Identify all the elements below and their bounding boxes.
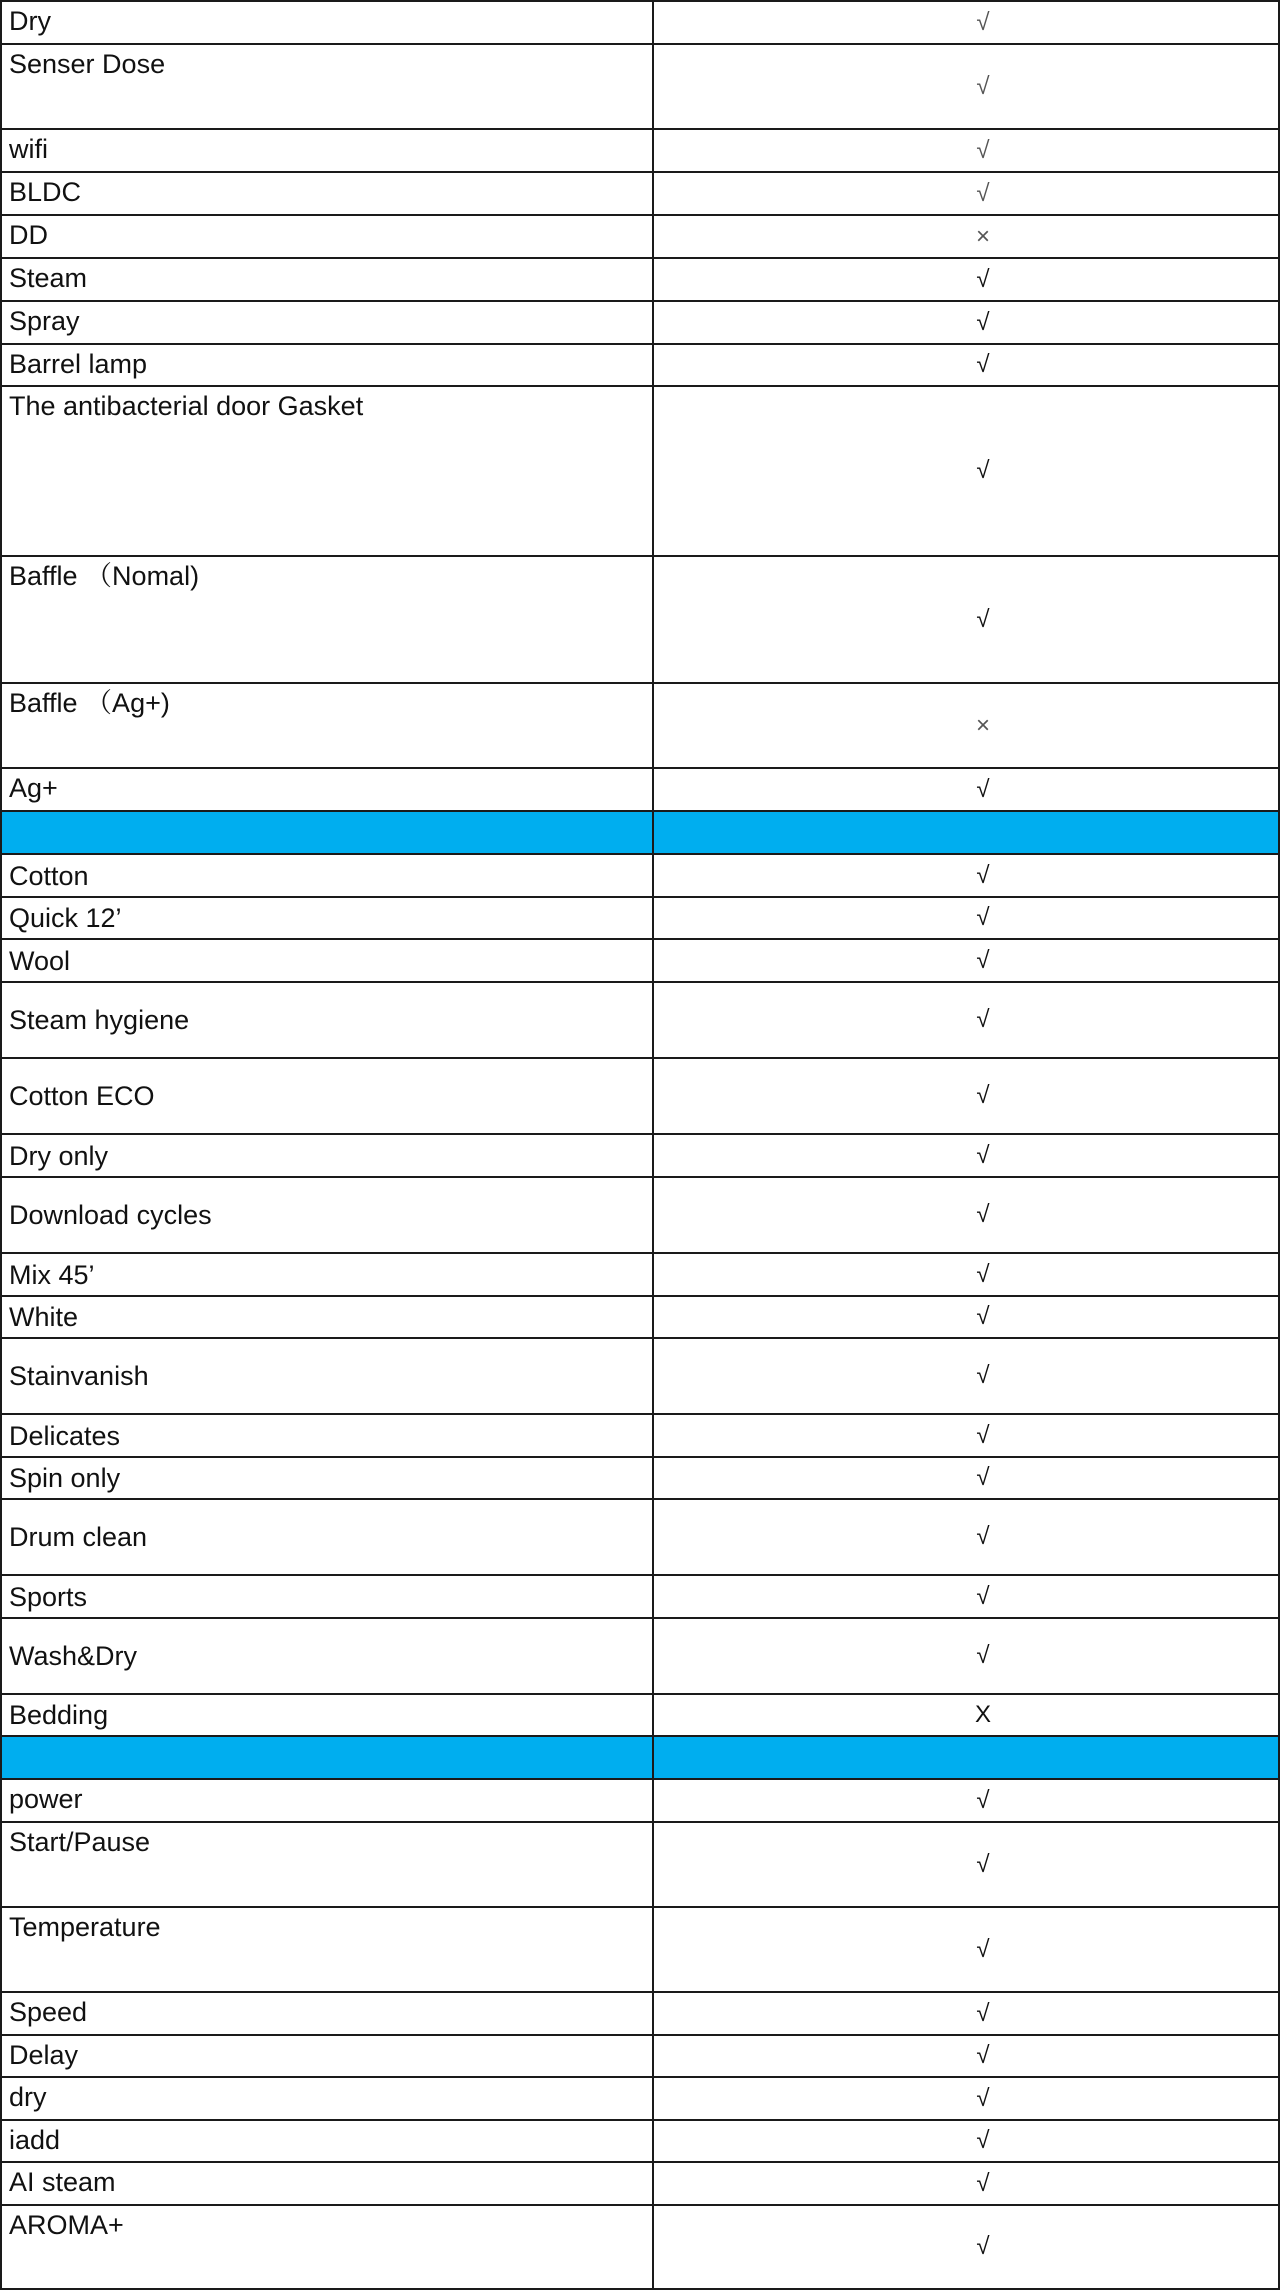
table-row xyxy=(1,1618,1279,1694)
availability-mark: √ xyxy=(653,2162,1279,2205)
feature-label: The antibacterial door Gasket xyxy=(1,386,653,556)
table-row xyxy=(1,683,1279,768)
table-row xyxy=(1,44,1279,129)
feature-label: Spray xyxy=(1,301,653,344)
table-row xyxy=(1,2077,1279,2120)
table-row xyxy=(1,982,1279,1058)
feature-label: AI steam xyxy=(1,2162,653,2205)
availability-mark: √ xyxy=(653,386,1279,556)
table-row xyxy=(1,386,1279,556)
availability-mark: √ xyxy=(653,1134,1279,1177)
feature-label: Cotton ECO xyxy=(1,1058,653,1134)
feature-label: White xyxy=(1,1296,653,1338)
feature-label: Temperature xyxy=(1,1907,653,1992)
availability-mark: √ xyxy=(653,2205,1279,2289)
section-divider-cell xyxy=(1,811,653,854)
feature-label: Mix 45’ xyxy=(1,1253,653,1296)
table-row xyxy=(1,1694,1279,1736)
availability-mark: √ xyxy=(653,1,1279,44)
availability-mark: √ xyxy=(653,939,1279,982)
section-divider-cell xyxy=(653,1736,1279,1779)
feature-label: Speed xyxy=(1,1992,653,2035)
feature-label: wifi xyxy=(1,129,653,172)
availability-mark: × xyxy=(653,215,1279,258)
feature-label: iadd xyxy=(1,2120,653,2162)
table-row xyxy=(1,1992,1279,2035)
feature-label: Wash&Dry xyxy=(1,1618,653,1694)
availability-mark: √ xyxy=(653,1058,1279,1134)
availability-mark: √ xyxy=(653,768,1279,811)
feature-label: Senser Dose xyxy=(1,44,653,129)
feature-label: Quick 12’ xyxy=(1,897,653,939)
feature-label: Steam xyxy=(1,258,653,301)
availability-mark: √ xyxy=(653,344,1279,386)
availability-mark: √ xyxy=(653,1296,1279,1338)
table-row xyxy=(1,2120,1279,2162)
feature-label: Baffle （Nomal) xyxy=(1,556,653,683)
table-row xyxy=(1,768,1279,811)
availability-mark: √ xyxy=(653,1177,1279,1253)
feature-label: Download cycles xyxy=(1,1177,653,1253)
table-row xyxy=(1,1338,1279,1414)
availability-mark: X xyxy=(653,1694,1279,1736)
availability-mark: √ xyxy=(653,1338,1279,1414)
feature-label: Delay xyxy=(1,2035,653,2077)
feature-label: Cotton xyxy=(1,854,653,897)
availability-mark: √ xyxy=(653,1618,1279,1694)
availability-mark: √ xyxy=(653,2120,1279,2162)
table-row xyxy=(1,1499,1279,1575)
feature-label: Wool xyxy=(1,939,653,982)
table-row xyxy=(1,939,1279,982)
table-row xyxy=(1,2035,1279,2077)
table-row xyxy=(1,1177,1279,1253)
table-row xyxy=(1,2162,1279,2205)
table-row xyxy=(1,129,1279,172)
feature-label: Sports xyxy=(1,1575,653,1618)
availability-mark: √ xyxy=(653,1575,1279,1618)
feature-label: Ag+ xyxy=(1,768,653,811)
table-row xyxy=(1,215,1279,258)
availability-mark: √ xyxy=(653,1822,1279,1907)
availability-mark: √ xyxy=(653,1499,1279,1575)
availability-mark: √ xyxy=(653,2035,1279,2077)
feature-label: Drum clean xyxy=(1,1499,653,1575)
availability-mark: √ xyxy=(653,854,1279,897)
feature-label: DD xyxy=(1,215,653,258)
table-row xyxy=(1,1822,1279,1907)
table-row xyxy=(1,1779,1279,1822)
table-row xyxy=(1,1907,1279,1992)
feature-label: power xyxy=(1,1779,653,1822)
availability-mark: √ xyxy=(653,129,1279,172)
table-row xyxy=(1,1457,1279,1499)
table-row xyxy=(1,2205,1279,2289)
availability-mark: √ xyxy=(653,1414,1279,1457)
availability-mark: √ xyxy=(653,1907,1279,1992)
section-divider-row xyxy=(1,811,1279,854)
feature-label: BLDC xyxy=(1,172,653,215)
feature-label: Barrel lamp xyxy=(1,344,653,386)
availability-mark: √ xyxy=(653,1779,1279,1822)
availability-mark: √ xyxy=(653,1253,1279,1296)
table-row xyxy=(1,854,1279,897)
feature-label: Bedding xyxy=(1,1694,653,1736)
feature-label: dry xyxy=(1,2077,653,2120)
feature-label: AROMA+ xyxy=(1,2205,653,2289)
availability-mark: √ xyxy=(653,172,1279,215)
feature-label: Baffle （Ag+) xyxy=(1,683,653,768)
feature-label: Start/Pause xyxy=(1,1822,653,1907)
table-row xyxy=(1,1414,1279,1457)
feature-label: Stainvanish xyxy=(1,1338,653,1414)
table-row xyxy=(1,1253,1279,1296)
availability-mark: × xyxy=(653,683,1279,768)
availability-mark: √ xyxy=(653,897,1279,939)
table-row xyxy=(1,344,1279,386)
section-divider-cell xyxy=(653,811,1279,854)
availability-mark: √ xyxy=(653,556,1279,683)
feature-label: Dry only xyxy=(1,1134,653,1177)
availability-mark: √ xyxy=(653,258,1279,301)
availability-mark: √ xyxy=(653,44,1279,129)
table-row xyxy=(1,1,1279,44)
availability-mark: √ xyxy=(653,1992,1279,2035)
section-divider-cell xyxy=(1,1736,653,1779)
table-row xyxy=(1,556,1279,683)
feature-label: Steam hygiene xyxy=(1,982,653,1058)
table-row xyxy=(1,301,1279,344)
availability-mark: √ xyxy=(653,301,1279,344)
table-row xyxy=(1,258,1279,301)
availability-mark: √ xyxy=(653,2077,1279,2120)
feature-label: Dry xyxy=(1,1,653,44)
availability-mark: √ xyxy=(653,982,1279,1058)
availability-mark: √ xyxy=(653,1457,1279,1499)
table-row xyxy=(1,1575,1279,1618)
section-divider-row xyxy=(1,1736,1279,1779)
table-row xyxy=(1,1134,1279,1177)
feature-label: Spin only xyxy=(1,1457,653,1499)
table-row xyxy=(1,897,1279,939)
table-row xyxy=(1,172,1279,215)
feature-label: Delicates xyxy=(1,1414,653,1457)
table-row xyxy=(1,1296,1279,1338)
table-row xyxy=(1,1058,1279,1134)
